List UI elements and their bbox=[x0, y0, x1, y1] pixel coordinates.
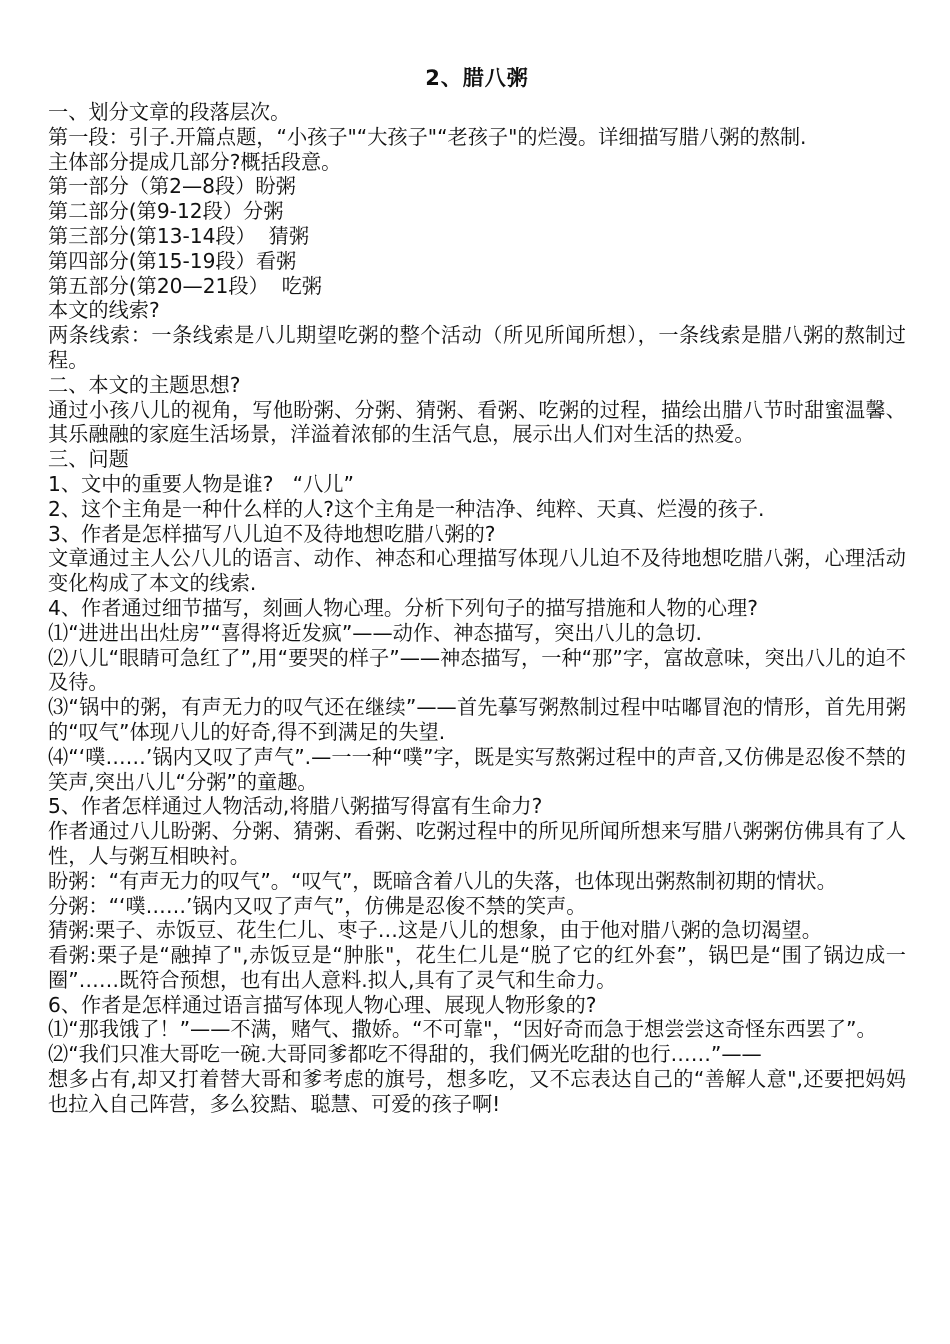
answer-6-item-1: ⑴“那我饿了！”——不满，赌气、撒娇。“不可靠"，“因好奇而急于想尝尝这奇怪东西罢了”。 bbox=[48, 1017, 877, 1042]
question-3: 3、作者是怎样描写八儿迫不及待地想吃腊八粥的? bbox=[48, 521, 496, 546]
answer-4-item-3: ⑶“锅中的粥，有声无力的叹气还在继续”——首先摹写粥熬制过程中咕嘟冒泡的情形，首先用粥的“叹气”体现八儿的好奇,得不到满足的失望. bbox=[48, 695, 906, 744]
document-body bbox=[48, 100, 906, 1117]
question-clue: 本文的线索? bbox=[48, 298, 160, 323]
part-2-line: 第二部分(第9-12段）分粥 bbox=[48, 199, 284, 224]
answer-4-item-4: ⑷“‘噗……’锅内又叹了声气”.—一一种“噗”字，既是实写熬粥过程中的声音,又仿佛是忍俊不禁的笑声,突出八儿“分粥”的童趣。 bbox=[48, 744, 906, 794]
answer-5-kan: 看粥:栗子是“融掉了",赤饭豆是“肿胀"，花生仁儿是“脱了它的红外套”，锅巴是“围了锅边成一圈”……既符合预想，也有出人意料.拟人,具有了灵气和生命力。 bbox=[48, 943, 906, 992]
part-4-line: 第四部分(第15-19段）看粥 bbox=[48, 248, 297, 273]
answer-4-item-1: ⑴“进进出出灶房”“喜得将近发疯”——动作、神态描写，突出八儿的急切. bbox=[48, 620, 702, 645]
paragraph-theme: 通过小孩八儿的视角，写他盼粥、分粥、猜粥、看粥、吃粥的过程，描绘出腊八节时甜蜜温馨、其乐融融的家庭生活场景，洋溢着浓郁的生活气息，展示出人们对生活的热爱。 bbox=[48, 397, 906, 447]
heading-section-1: 一、划分文章的段落层次。 bbox=[48, 100, 291, 124]
part-3-line: 第三部分(第13-14段） 猜粥 bbox=[48, 223, 310, 248]
document-page bbox=[48, 58, 906, 1117]
question-2: 2、这个主角是一种什么样的人?这个主角是一种洁净、纯粹、天真、烂漫的孩子. bbox=[48, 496, 765, 521]
answer-6-conclusion: 想多占有,却又打着替大哥和爹考虑的旗号，想多吃，又不忘表达自己的“善解人意",还要把妈妈也拉入自己阵营，多么狡黠、聪慧、可爱的孩子啊! bbox=[48, 1067, 906, 1116]
answer-4-item-2: ⑵八儿“眼睛可急红了”,用“要哭的样子”——神态描写，一种“那”字，富故意味，突出八儿的迫不及待。 bbox=[48, 645, 906, 695]
question-main-parts: 主体部分提成几部分?概括段意。 bbox=[48, 149, 342, 174]
part-5-line: 第五部分(第20—21段） 吃粥 bbox=[48, 273, 322, 298]
question-1: 1、文中的重要人物是谁? “八儿” bbox=[48, 471, 354, 496]
paragraph-two-clues: 两条线索：一条线索是八儿期望吃粥的整个活动（所见所闻所想），一条线索是腊八粥的熬制过程。 bbox=[48, 323, 906, 372]
answer-5-fen: 分粥：“‘噗……’锅内又叹了声气”，仿佛是忍俊不禁的笑声。 bbox=[48, 893, 587, 918]
part-1-line: 第一部分（第2—8段）盼粥 bbox=[48, 174, 296, 199]
answer-6-item-2: ⑵“我们只准大哥吃一碗.大哥同爹都吃不得甜的，我们俩光吃甜的也行……”—— bbox=[48, 1042, 762, 1067]
question-6: 6、作者是怎样通过语言描写体现人物心理、展现人物形象的? bbox=[48, 992, 597, 1017]
question-5: 5、作者怎样通过人物活动,将腊八粥描写得富有生命力? bbox=[48, 794, 543, 819]
answer-5-cai: 猜粥:栗子、赤饭豆、花生仁儿、枣子…这是八儿的想象，由于他对腊八粥的急切渴望。 bbox=[48, 918, 822, 943]
heading-section-3: 三、问题 bbox=[48, 447, 129, 472]
answer-3: 文章通过主人公八儿的语言、动作、神态和心理描写体现八儿迫不及待地想吃腊八粥，心理活动变化构成了本文的线索. bbox=[48, 546, 906, 596]
answer-5-intro: 作者通过八儿盼粥、分粥、猜粥、看粥、吃粥过程中的所见所闻所想来写腊八粥粥仿佛具有了人性，人与粥互相映衬。 bbox=[48, 819, 906, 868]
document-title: 2、腊八粥 bbox=[425, 66, 529, 90]
paragraph-first-section: 第一段：引子.开篇点题，“小孩子"“大孩子"“老孩子"的烂漫。详细描写腊八粥的熬制. bbox=[48, 124, 807, 149]
heading-section-2: 二、本文的主题思想? bbox=[48, 372, 241, 397]
question-4: 4、作者通过细节描写，刻画人物心理。分析下列句子的描写措施和人物的心理? bbox=[48, 595, 758, 620]
answer-5-pan: 盼粥：“有声无力的叹气”。“叹气”，既暗含着八儿的失落，也体现出粥熬制初期的情状。 bbox=[48, 868, 837, 893]
